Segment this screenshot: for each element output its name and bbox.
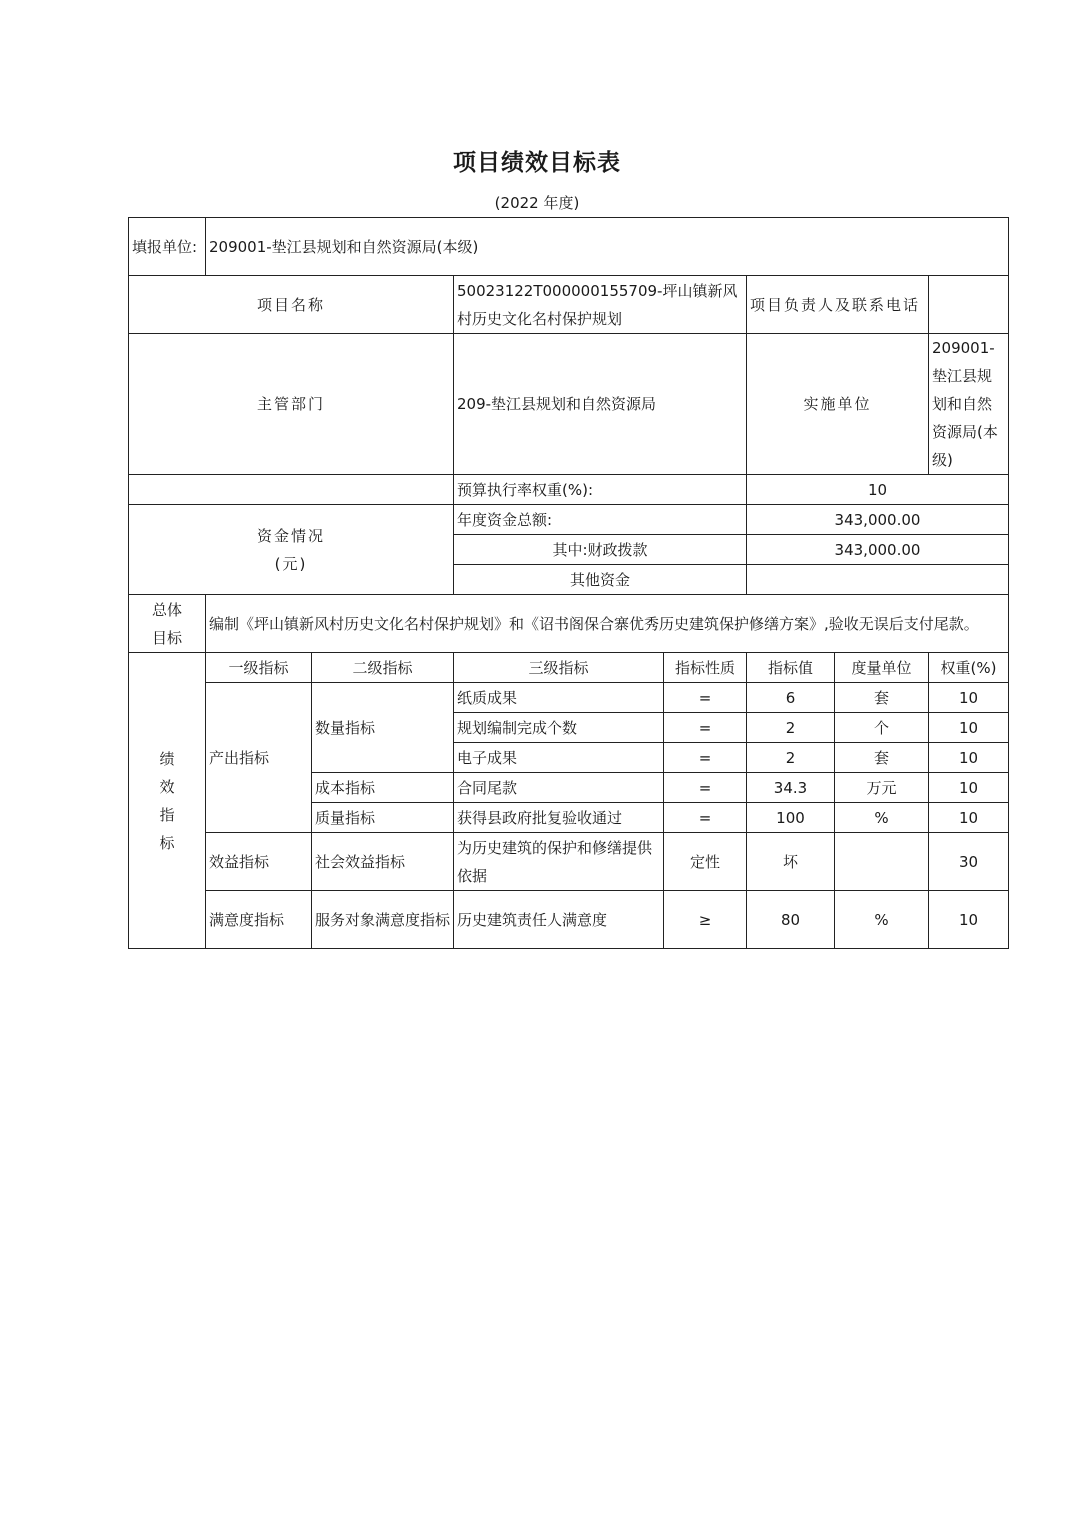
funds-label — [129, 505, 454, 595]
weight-cell: 10 — [929, 891, 1009, 949]
page-title: 项目绩效目标表 — [453, 150, 621, 176]
unit-cell: 个 — [835, 713, 929, 743]
unit-cell — [835, 833, 929, 891]
department-row — [129, 334, 1009, 475]
project-contact-label: 项目负责人及联系电话 — [747, 276, 929, 334]
implementing-unit-value: 209001-垫江县规划和自然资源局(本级) — [929, 334, 1009, 475]
header-level1: 一级指标 — [206, 653, 312, 683]
value-cell: 坏 — [747, 833, 835, 891]
header-level2: 二级指标 — [312, 653, 454, 683]
nature-cell: = — [664, 803, 747, 833]
funds-other-value — [747, 565, 1009, 595]
overall-goal-label-line2: 目标 — [151, 628, 182, 647]
project-name-value: 50023122T000000155709-坪山镇新风村历史文化名村保护规划 — [454, 276, 747, 334]
nature-cell: = — [664, 683, 747, 713]
page-subtitle: (2022 年度) — [494, 194, 580, 212]
reporting-unit-row — [129, 218, 1009, 276]
reporting-unit-value: 209001-垫江县规划和自然资源局(本级) — [206, 218, 1009, 276]
budget-weight-label: 预算执行率权重(%): — [454, 475, 747, 505]
unit-cell: % — [835, 803, 929, 833]
level2-cost: 成本指标 — [312, 773, 454, 803]
value-cell: 2 — [747, 713, 835, 743]
overall-goal-row — [129, 595, 1009, 653]
header-unit: 度量单位 — [835, 653, 929, 683]
overall-goal-label-line1: 总体 — [151, 600, 182, 619]
level3-cell: 获得县政府批复验收通过 — [454, 803, 664, 833]
value-cell: 80 — [747, 891, 835, 949]
level2-quantity: 数量指标 — [312, 683, 454, 773]
level3-cell: 合同尾款 — [454, 773, 664, 803]
budget-weight-row — [129, 475, 1009, 505]
funds-total-value: 343,000.00 — [747, 505, 1009, 535]
department-value: 209-垫江县规划和自然资源局 — [454, 334, 747, 475]
level3-cell: 为历史建筑的保护和修缮提供依据 — [454, 833, 664, 891]
project-name-label: 项目名称 — [129, 276, 454, 334]
project-name-row — [129, 276, 1009, 334]
overall-goal-text: 编制《坪山镇新风村历史文化名村保护规划》和《诏书阁保合寨优秀历史建筑保护修缮方案》,验收无误后支付尾款。 — [206, 595, 1009, 653]
table-row — [129, 833, 1009, 891]
overall-goal-label — [129, 595, 206, 653]
unit-cell: % — [835, 891, 929, 949]
department-label: 主管部门 — [129, 334, 454, 475]
budget-weight-value: 10 — [747, 475, 1009, 505]
unit-cell: 万元 — [835, 773, 929, 803]
nature-cell: = — [664, 713, 747, 743]
level1-satisfaction: 满意度指标 — [206, 891, 312, 949]
nature-cell: = — [664, 773, 747, 803]
level2-service: 服务对象满意度指标 — [312, 891, 454, 949]
unit-cell: 套 — [835, 743, 929, 773]
weight-cell: 30 — [929, 833, 1009, 891]
funds-other-label: 其他资金 — [454, 565, 747, 595]
level3-cell: 纸质成果 — [454, 683, 664, 713]
nature-cell: 定性 — [664, 833, 747, 891]
nature-cell: ≥ — [664, 891, 747, 949]
indicator-side-label: 绩 效 指 标 — [129, 653, 206, 949]
level1-benefit: 效益指标 — [206, 833, 312, 891]
unit-cell: 套 — [835, 683, 929, 713]
weight-cell: 10 — [929, 773, 1009, 803]
value-cell: 2 — [747, 743, 835, 773]
level2-social: 社会效益指标 — [312, 833, 454, 891]
project-contact-value — [929, 276, 1009, 334]
table-row — [129, 683, 1009, 713]
header-nature: 指标性质 — [664, 653, 747, 683]
level2-quality: 质量指标 — [312, 803, 454, 833]
weight-cell: 10 — [929, 803, 1009, 833]
implementing-unit-label: 实施单位 — [747, 334, 929, 475]
reporting-unit-label: 填报单位: — [129, 218, 206, 276]
header-weight: 权重(%) — [929, 653, 1009, 683]
value-cell: 34.3 — [747, 773, 835, 803]
weight-cell: 10 — [929, 743, 1009, 773]
level3-cell: 电子成果 — [454, 743, 664, 773]
funds-label-line1: 资金情况 — [256, 526, 325, 545]
table-row — [129, 891, 1009, 949]
level3-cell: 规划编制完成个数 — [454, 713, 664, 743]
funds-fiscal-value: 343,000.00 — [747, 535, 1009, 565]
performance-target-table — [128, 217, 1009, 949]
indicator-header-row — [129, 653, 1009, 683]
value-cell: 6 — [747, 683, 835, 713]
level1-output: 产出指标 — [206, 683, 312, 833]
value-cell: 100 — [747, 803, 835, 833]
level3-cell: 历史建筑责任人满意度 — [454, 891, 664, 949]
funds-total-label: 年度资金总额: — [454, 505, 747, 535]
header-value: 指标值 — [747, 653, 835, 683]
funds-fiscal-label: 其中:财政拨款 — [454, 535, 747, 565]
funds-total-row — [129, 505, 1009, 535]
nature-cell: = — [664, 743, 747, 773]
weight-cell: 10 — [929, 683, 1009, 713]
header-level3: 三级指标 — [454, 653, 664, 683]
funds-label-line2: (元) — [274, 554, 308, 573]
weight-cell: 10 — [929, 713, 1009, 743]
